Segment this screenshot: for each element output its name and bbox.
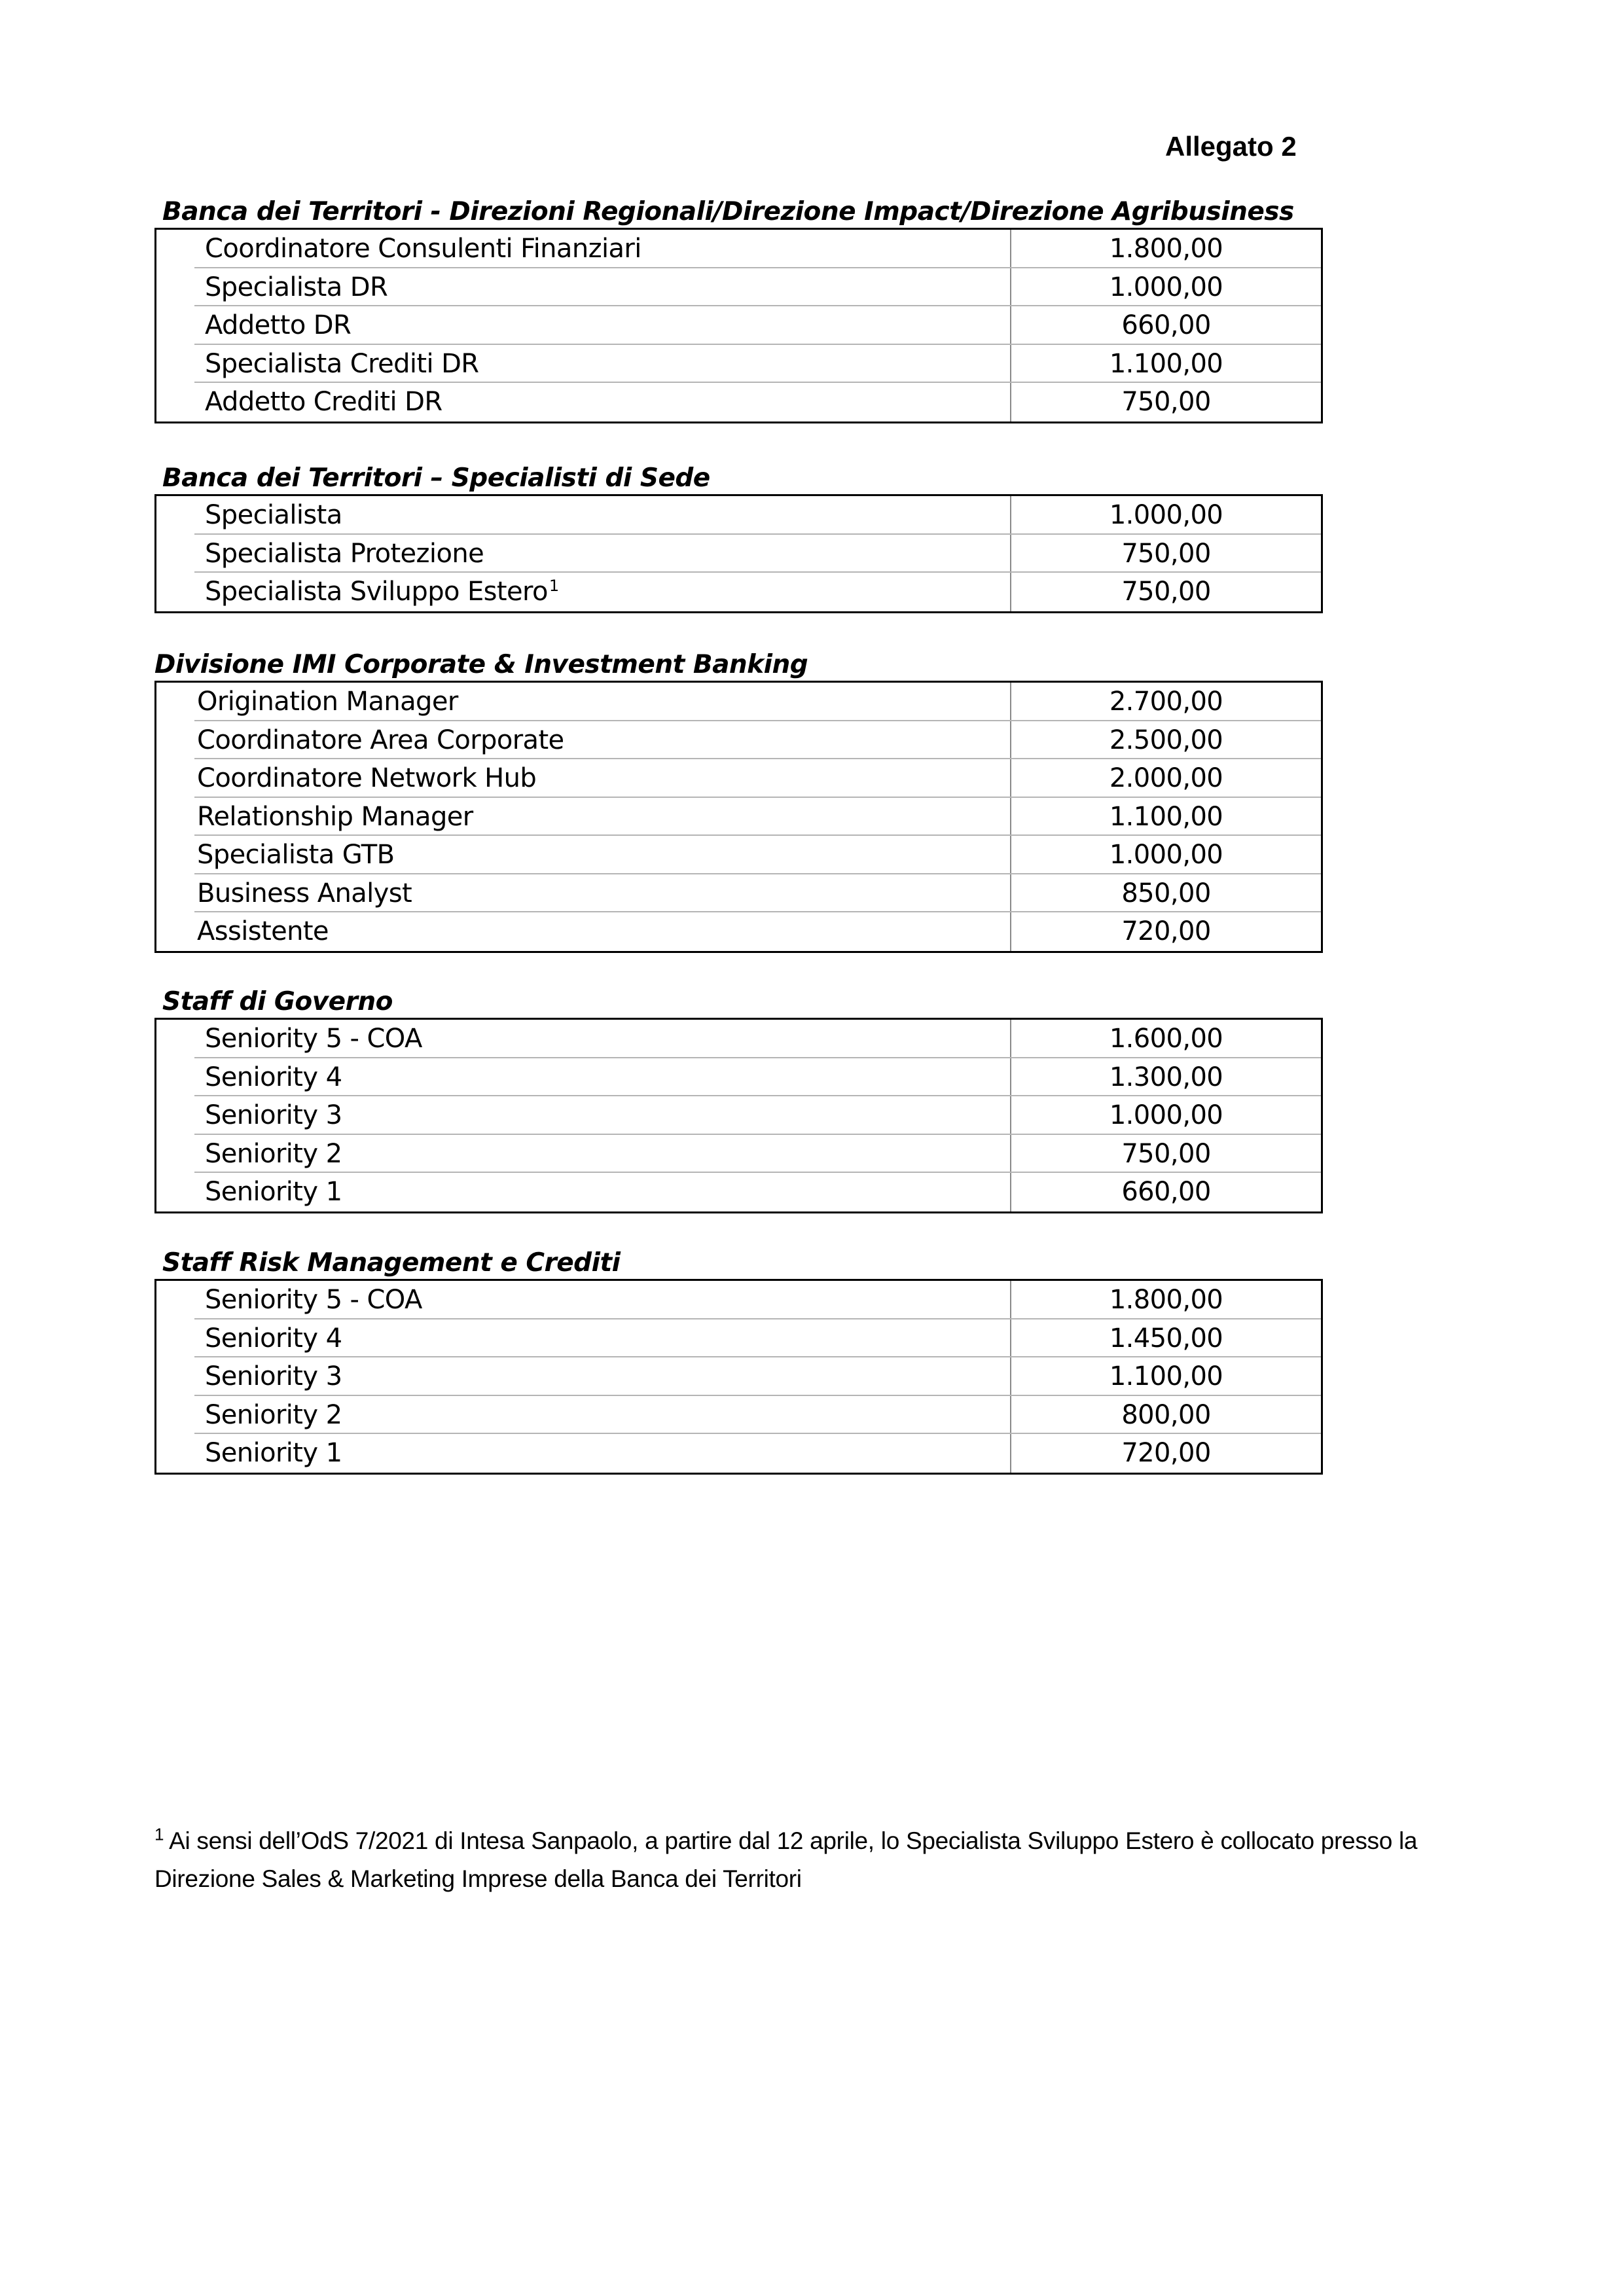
- row-value: 1.000,00: [1109, 1100, 1223, 1130]
- section-table: [154, 494, 1323, 613]
- row-value: 720,00: [1121, 916, 1211, 946]
- row-value: 1.100,00: [1109, 1361, 1223, 1391]
- section-title: Banca dei Territori – Specialisti di Sede: [162, 463, 710, 493]
- row-value: 750,00: [1121, 1138, 1211, 1169]
- section-title: Divisione IMI Corporate & Investment Banking: [154, 650, 808, 679]
- row-label: Coordinatore Area Corporate: [156, 721, 1011, 760]
- row-label: Addetto Crediti DR: [156, 383, 1011, 422]
- row-label: Specialista Protezione: [156, 535, 1011, 573]
- row-value: 750,00: [1121, 577, 1211, 607]
- footnote-reference: 1: [549, 576, 559, 595]
- row-label: Seniority 1: [156, 1173, 1011, 1211]
- section-table: [154, 1018, 1323, 1213]
- table-row: [156, 1020, 1321, 1058]
- footnote-text: Ai sensi dell’OdS 7/2021 di Intesa Sanpaolo, a partire dal 12 aprile, lo Specialista Sviluppo Estero è collocato presso la Direzione Sales & Marketing Imprese della Banca dei Territori: [154, 1827, 1418, 1892]
- row-value: 750,00: [1121, 538, 1211, 569]
- row-label: Assistente: [156, 912, 1011, 951]
- table-row: [156, 383, 1321, 422]
- row-value: 1.600,00: [1109, 1024, 1223, 1054]
- table-row: [156, 1434, 1321, 1473]
- section-table: [154, 228, 1323, 423]
- row-label: Relationship Manager: [156, 798, 1011, 836]
- row-value: 1.450,00: [1109, 1323, 1223, 1354]
- row-label: Business Analyst: [156, 874, 1011, 913]
- row-value: 850,00: [1121, 878, 1211, 908]
- row-value: 1.000,00: [1109, 500, 1223, 530]
- row-value: 720,00: [1121, 1438, 1211, 1468]
- section-title: Banca dei Territori - Direzioni Regionali/Direzione Impact/Direzione Agribusiness: [162, 197, 1294, 226]
- table-row: [156, 683, 1321, 721]
- row-value: 1.100,00: [1109, 801, 1223, 832]
- row-value: 660,00: [1121, 1177, 1211, 1207]
- table-row: [156, 573, 1321, 611]
- row-label: Specialista: [156, 496, 1011, 535]
- table-row: [156, 1319, 1321, 1358]
- section-table: [154, 681, 1323, 953]
- row-label: Seniority 2: [156, 1135, 1011, 1174]
- row-value: 1.300,00: [1109, 1062, 1223, 1092]
- row-value: 750,00: [1121, 387, 1211, 417]
- attachment-title: Allegato 2: [1165, 131, 1297, 162]
- row-label: Seniority 2: [156, 1396, 1011, 1435]
- row-label: Seniority 4: [156, 1058, 1011, 1097]
- row-value: 1.000,00: [1109, 272, 1223, 302]
- row-value: 1.100,00: [1109, 348, 1223, 379]
- row-label: Seniority 5 - COA: [156, 1020, 1011, 1058]
- table-row: [156, 1135, 1321, 1174]
- table-row: [156, 1396, 1321, 1435]
- row-value: 2.700,00: [1109, 687, 1223, 717]
- row-value: 1.800,00: [1109, 1285, 1223, 1315]
- table-row: [156, 1058, 1321, 1097]
- table-row: [156, 798, 1321, 836]
- row-label: Specialista Sviluppo Estero$^1$: [156, 573, 1011, 611]
- row-value: 1.800,00: [1109, 234, 1223, 264]
- row-label: Seniority 4: [156, 1319, 1011, 1358]
- row-label: Seniority 1: [156, 1434, 1011, 1473]
- table-row: [156, 1173, 1321, 1211]
- section-title: Staff di Governo: [162, 987, 393, 1016]
- table-row: [156, 1281, 1321, 1319]
- row-label: Specialista GTB: [156, 836, 1011, 874]
- row-label: Seniority 3: [156, 1096, 1011, 1135]
- table-row: [156, 1357, 1321, 1396]
- row-value: 660,00: [1121, 310, 1211, 340]
- table-row: [156, 874, 1321, 913]
- row-value: 2.500,00: [1109, 725, 1223, 755]
- row-label: Origination Manager: [156, 683, 1011, 721]
- row-value: 2.000,00: [1109, 763, 1223, 793]
- table-row: [156, 345, 1321, 384]
- table-row: [156, 268, 1321, 307]
- section-title: Staff Risk Management e Crediti: [162, 1248, 621, 1278]
- row-label: Specialista DR: [156, 268, 1011, 307]
- row-value: 1.000,00: [1109, 840, 1223, 870]
- table-row: [156, 836, 1321, 874]
- table-row: [156, 230, 1321, 268]
- footnote-marker: 1: [154, 1824, 164, 1844]
- row-label: Seniority 5 - COA: [156, 1281, 1011, 1319]
- section-table: [154, 1279, 1323, 1475]
- table-row: [156, 306, 1321, 345]
- table-row: [156, 721, 1321, 760]
- table-row: [156, 1096, 1321, 1135]
- row-label: Seniority 3: [156, 1357, 1011, 1396]
- table-row: [156, 496, 1321, 535]
- row-value: 800,00: [1121, 1399, 1211, 1430]
- row-label: Coordinatore Network Hub: [156, 759, 1011, 798]
- table-row: [156, 759, 1321, 798]
- footnote: [154, 1822, 1477, 1898]
- row-label: Coordinatore Consulenti Finanziari: [156, 230, 1011, 268]
- row-label: Addetto DR: [156, 306, 1011, 345]
- table-row: [156, 535, 1321, 573]
- row-label: Specialista Crediti DR: [156, 345, 1011, 384]
- table-row: [156, 912, 1321, 951]
